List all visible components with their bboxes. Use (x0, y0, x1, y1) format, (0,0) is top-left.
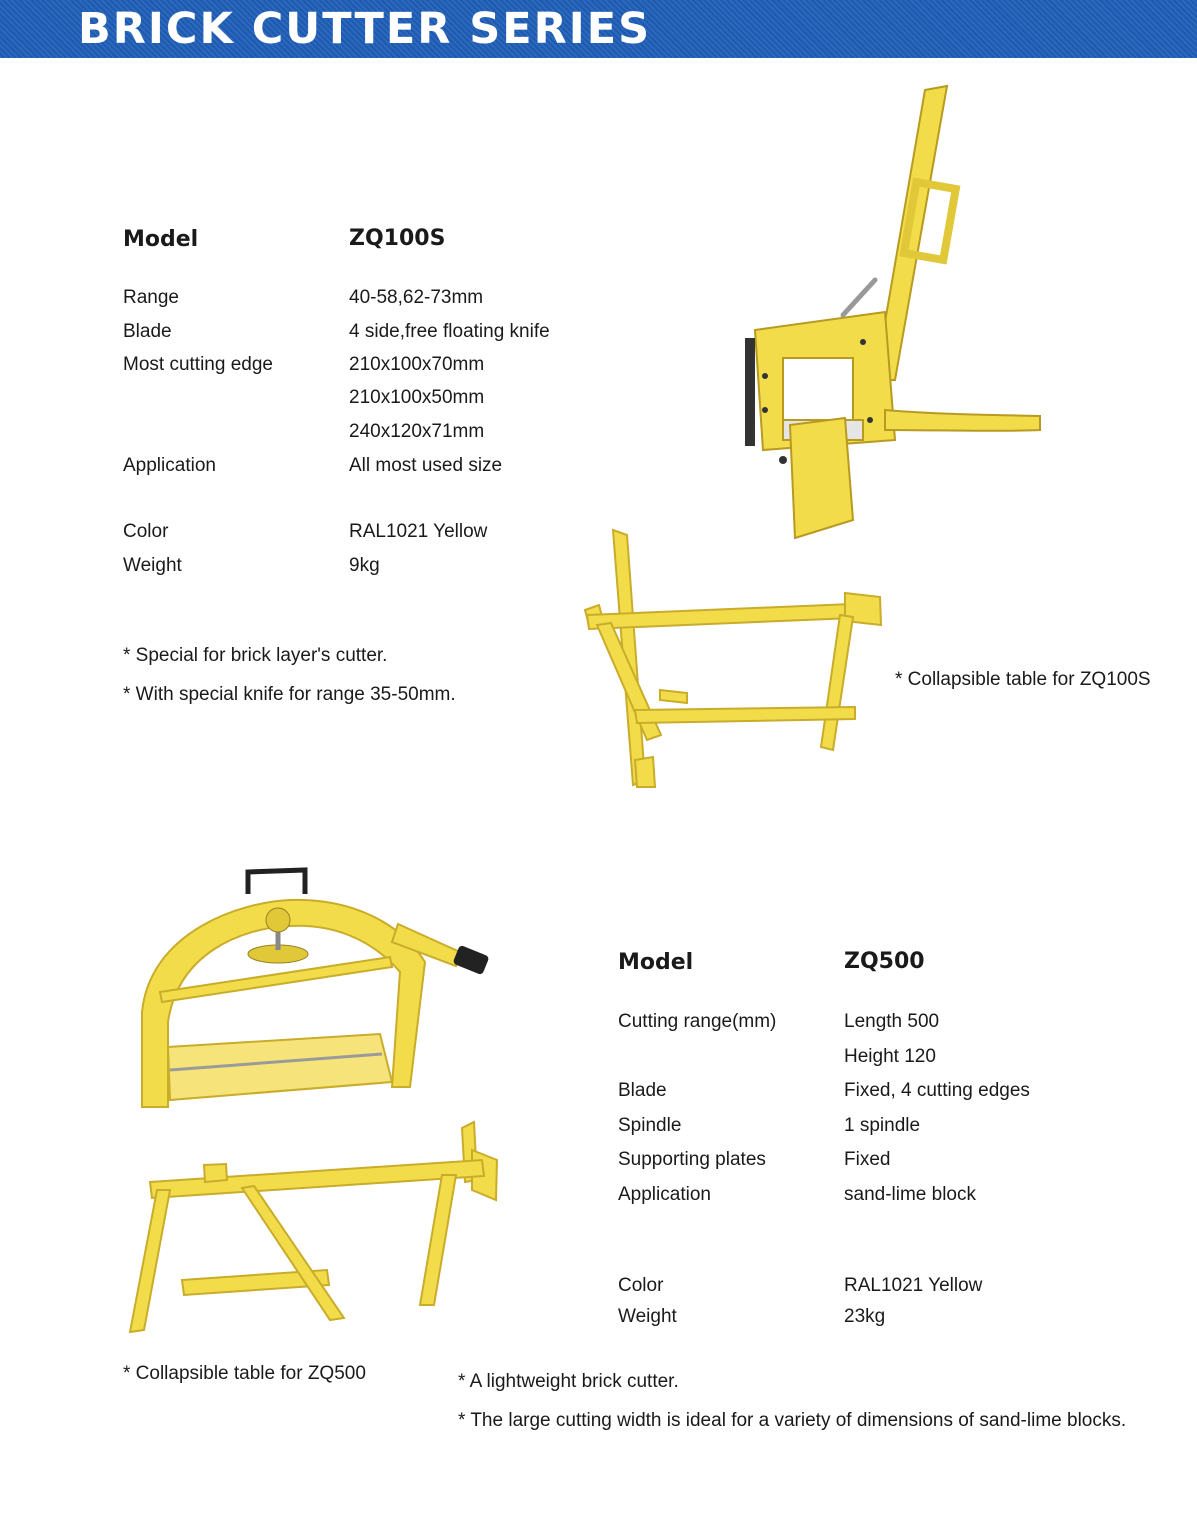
zq100s-model-value: ZQ100S (349, 226, 446, 251)
header-banner (0, 0, 1197, 58)
zq500-spec-value: 23kg (844, 1306, 886, 1327)
zq100s-spec-label: Weight (123, 555, 182, 576)
zq100s-spec-value: 4 side,free floating knife (349, 321, 550, 342)
zq100s-note: * With special knife for range 35-50mm. (123, 684, 456, 705)
zq100s-spec-label: Color (123, 521, 169, 542)
zq500-spec-value: RAL1021 Yellow (844, 1275, 983, 1296)
zq100s-spec-value: 210x100x70mm (349, 354, 485, 375)
zq500-spec-label: Cutting range(mm) (618, 1011, 777, 1032)
zq500-cutter-image (130, 862, 495, 1122)
zq100s-cutter-image (735, 80, 1055, 545)
zq500-spec-value: Fixed (844, 1149, 891, 1170)
zq500-spec-value: Fixed, 4 cutting edges (844, 1080, 1030, 1101)
zq100s-model-label: Model (123, 227, 199, 252)
zq500-model-label: Model (618, 950, 694, 975)
zq500-model-value: ZQ500 (844, 949, 925, 974)
zq500-spec-label: Weight (618, 1306, 677, 1327)
zq100s-spec-value: RAL1021 Yellow (349, 521, 488, 542)
zq500-note: * The large cutting width is ideal for a variety of dimensions of sand-lime blocks. (458, 1410, 1127, 1431)
zq100s-spec-label: Range (123, 287, 179, 308)
zq100s-table-image (575, 525, 890, 800)
zq500-table-caption: * Collapsible table for ZQ500 (123, 1363, 366, 1384)
zq500-spec-label: Spindle (618, 1115, 682, 1136)
zq500-spec-value: sand-lime block (844, 1184, 976, 1205)
zq100s-spec-label: Most cutting edge (123, 354, 273, 375)
zq100s-spec-value: 40-58,62-73mm (349, 287, 484, 308)
page-title: BRICK CUTTER SERIES (78, 4, 652, 54)
zq100s-spec-value: 240x120x71mm (349, 421, 485, 442)
zq500-spec-value: Height 120 (844, 1046, 936, 1067)
zq500-spec-label: Blade (618, 1080, 667, 1101)
zq500-spec-value: Length 500 (844, 1011, 940, 1032)
zq500-note: * A lightweight brick cutter. (458, 1371, 679, 1392)
zq100s-spec-label: Blade (123, 321, 172, 342)
zq500-spec-label: Color (618, 1275, 664, 1296)
zq100s-spec-label: Application (123, 455, 216, 476)
zq500-spec-label: Supporting plates (618, 1149, 766, 1170)
zq100s-spec-value: All most used size (349, 455, 503, 476)
zq100s-spec-value: 210x100x50mm (349, 387, 485, 408)
zq100s-note: * Special for brick layer's cutter. (123, 645, 388, 666)
zq500-spec-label: Application (618, 1184, 711, 1205)
zq500-spec-value: 1 spindle (844, 1115, 921, 1136)
zq100s-spec-value: 9kg (349, 555, 380, 576)
zq500-table-image (122, 1120, 502, 1340)
zq100s-table-caption: * Collapsible table for ZQ100S (895, 669, 1151, 690)
